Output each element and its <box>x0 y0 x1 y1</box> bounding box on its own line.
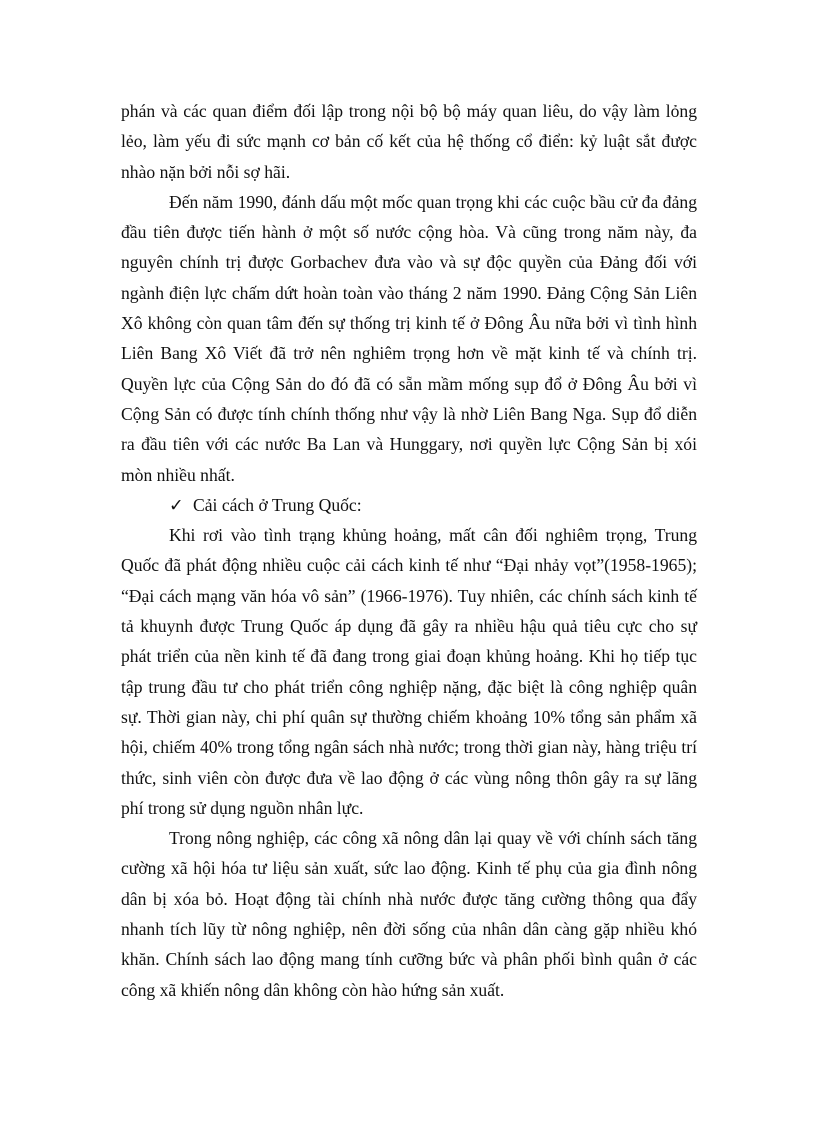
bullet-heading-text: Cải cách ở Trung Quốc: <box>193 494 362 515</box>
document-page <box>121 96 697 1005</box>
paragraph-continuation: phán và các quan điểm đối lập trong nội bộ bộ máy quan liêu, do vậy làm lỏng lẻo, làm yếu đi sức mạnh cơ bản cố kết của hệ thống cổ điển: kỷ luật sắt được nhào nặn bởi nỗi sợ hãi. <box>121 101 697 182</box>
bullet-heading-china-reform <box>121 490 697 520</box>
paragraph-1990-elections: Đến năm 1990, đánh dấu một mốc quan trọng khi các cuộc bầu cử đa đảng đầu tiên được tiến hành ở một số nước cộng hòa. Và cũng trong năm này, đa nguyên chính trị được Gorbachev đưa vào và sự độc quyền của Đảng đối với ngành điện lực chấm dứt hoàn toàn vào tháng 2 năm 1990. Đảng Cộng Sản Liên Xô không còn quan tâm đến sự thống trị kinh tế ở Đông Âu nữa bởi vì tình hình Liên Bang Xô Viết đã trở nên nghiêm trọng hơn về mặt kinh tế và chính trị. Quyền lực của Cộng Sản do đó đã có sẵn mầm mống sụp đổ ở Đông Âu bởi vì Cộng Sản có được tính chính thống như vậy là nhờ Liên Bang Nga. Sụp đổ diễn ra đầu tiên với các nước Ba Lan và Hunggary, nơi quyền lực Cộng Sản bị xói mòn nhiều nhất. <box>121 191 697 485</box>
paragraph-agriculture: Trong nông nghiệp, các công xã nông dân lại quay về với chính sách tăng cường xã hội hóa tư liệu sản xuất, sức lao động. Kinh tế phụ của gia đình nông dân bị xóa bỏ. Hoạt động tài chính nhà nước được tăng cường thông qua đẩy nhanh tích lũy từ nông nghiệp, nên đời sống của nhân dân càng gặp nhiều khó khăn. Chính sách lao động mang tính cưỡng bức và phân phối bình quân ở các công xã khiến nông dân không còn hào hứng sản xuất. <box>121 828 697 1000</box>
paragraph-china-crisis: Khi rơi vào tình trạng khủng hoảng, mất cân đối nghiêm trọng, Trung Quốc đã phát động nhiều cuộc cải cách kinh tế như “Đại nhảy vọt”(1958-1965); “Đại cách mạng văn hóa vô sản” (1966-1976). Tuy nhiên, các chính sách kinh tế tả khuynh được Trung Quốc áp dụng đã gây ra nhiều hậu quả tiêu cực cho sự phát triển của nền kinh tế đã đang trong giai đoạn khủng hoảng. Khi họ tiếp tục tập trung đầu tư cho phát triển công nghiệp nặng, đặc biệt là công nghiệp quân sự. Thời gian này, chi phí quân sự thường chiếm khoảng 10% tổng sản phẩm xã hội, chiếm 40% trong tổng ngân sách nhà nước; trong thời gian này, hàng triệu trí thức, sinh viên còn được đưa về lao động ở các vùng nông thôn gây ra sự lãng phí trong sử dụng nguồn nhân lực. <box>121 525 697 818</box>
checkmark-icon: ✓ <box>169 494 184 515</box>
